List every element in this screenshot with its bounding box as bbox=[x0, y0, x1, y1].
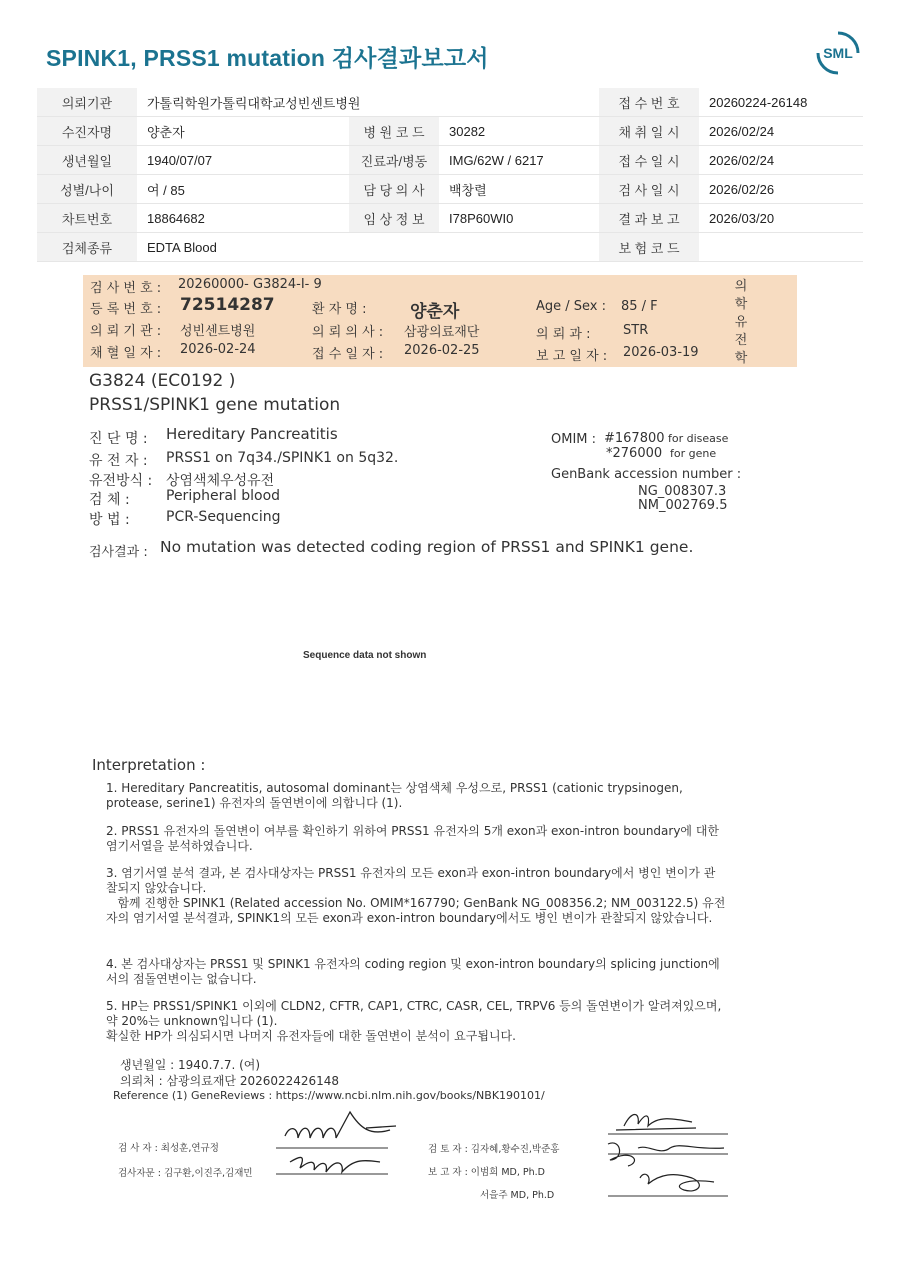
header-value: 가톨릭학원가톨릭대학교성빈센트병원 bbox=[137, 88, 599, 117]
band-patient: 양춘자 bbox=[410, 302, 460, 322]
header-value: 2026/03/20 bbox=[699, 204, 863, 233]
interp-item-3b: 함께 진행한 SPINK1 (Related accession No. OMIM*167790; GenBank NG_008356.2; NM_003122.5) 유전자의 염기서열 분석결과, SPINK1의 모든 exon과 exon-intron boundary에서도 병인 변이가 관찰되지 않았습니다. bbox=[106, 896, 726, 925]
header-value: 2026/02/24 bbox=[699, 146, 863, 175]
header-label: 의뢰기관 bbox=[37, 88, 137, 117]
band-label: 의 뢰 기 관 : bbox=[90, 324, 162, 339]
header-label: 접 수 일 시 bbox=[599, 146, 699, 175]
header-label: 검 사 일 시 bbox=[599, 175, 699, 204]
tester-advisor: 검사자문 : 김구환,이진주,김재민 bbox=[118, 1168, 253, 1179]
omim-label: OMIM : bbox=[551, 432, 597, 447]
referrer: 의뢰처 : 삼광의료재단 2026022426148 bbox=[120, 1074, 340, 1088]
band-org: 성빈센트병원 bbox=[180, 324, 256, 339]
interp-item-1: 1. Hereditary Pancreatitis, autosomal dominant는 상염색체 우성으로, PRSS1 (cationic trypsinogen, protease, serine1) 유전자의 돌연변이에 의합니다 (1). bbox=[106, 781, 683, 810]
reporter: 보 고 자 : 이범희 MD, Ph.D bbox=[428, 1167, 545, 1178]
band-dept: STR bbox=[623, 323, 649, 338]
birth-date: 생년월일 : 1940.7.7. (여) bbox=[120, 1058, 261, 1072]
header-label: 진료과/병동 bbox=[349, 146, 439, 175]
interp-item-4: 4. 본 검사대상자는 PRSS1 및 SPINK1 유전자의 coding region 및 exon-intron boundary의 splicing junction에서의 점돌연변이는 없습니다. bbox=[106, 957, 720, 986]
reporter-2: 서을주 MD, Ph.D bbox=[480, 1190, 555, 1201]
band-agesex: 85 / F bbox=[621, 299, 658, 314]
diagnosis-label: 진 단 명 : bbox=[89, 431, 148, 447]
band-label: 검 사 번 호 : bbox=[90, 281, 162, 296]
dept-vertical-label bbox=[733, 278, 749, 368]
band-label: 의 뢰 과 : bbox=[536, 327, 591, 342]
header-label: 임 상 정 보 bbox=[349, 204, 439, 233]
method-label: 방 법 : bbox=[89, 512, 130, 528]
inheritance-value: 상염색체우성유전 bbox=[166, 473, 275, 489]
interpretation-title: Interpretation : bbox=[92, 756, 206, 774]
header-value bbox=[699, 233, 863, 262]
header-label: 성별/나이 bbox=[37, 175, 137, 204]
band-label: 보 고 일 자 : bbox=[536, 349, 608, 364]
band-report-date: 2026-03-19 bbox=[623, 345, 699, 360]
header-value: 1940/07/07 bbox=[137, 146, 349, 175]
tester-signature bbox=[270, 1106, 410, 1190]
band-reg-no: 72514287 bbox=[180, 295, 275, 315]
header-value: 백창렬 bbox=[439, 175, 599, 204]
vertical-char: 유 bbox=[734, 315, 748, 330]
logo-text: SML bbox=[823, 45, 853, 61]
gene-label: 유 전 자 : bbox=[89, 453, 148, 469]
reference: Reference (1) GeneReviews : https://www.ncbi.nlm.nih.gov/books/NBK190101/ bbox=[113, 1089, 545, 1102]
omim-gene-note: for gene bbox=[670, 447, 717, 460]
band-label: 채 혈 일 자 : bbox=[90, 346, 162, 361]
header-label: 보 험 코 드 bbox=[599, 233, 699, 262]
header-label: 결 과 보 고 bbox=[599, 204, 699, 233]
header-value: 2026/02/26 bbox=[699, 175, 863, 204]
genbank-label: GenBank accession number : bbox=[551, 467, 742, 482]
header-label: 병 원 코 드 bbox=[349, 117, 439, 146]
header-value: 18864682 bbox=[137, 204, 349, 233]
vertical-char: 학 bbox=[734, 351, 748, 366]
band-label: Age / Sex : bbox=[536, 299, 607, 314]
genbank-nm: NM_002769.5 bbox=[638, 498, 728, 513]
vertical-char: 학 bbox=[734, 297, 748, 312]
interp-item-2: 2. PRSS1 유전자의 돌연변이 여부를 확인하기 위하여 PRSS1 유전자의 5개 exon과 exon-intron boundary에 대한 염기서열을 분석하였습니다. bbox=[106, 824, 720, 853]
band-label: 의 뢰 의 사 : bbox=[312, 325, 384, 340]
result-label: 검사결과 : bbox=[89, 545, 148, 560]
header-label: 담 당 의 사 bbox=[349, 175, 439, 204]
reviewer-signature bbox=[588, 1104, 733, 1200]
band-test-no: 20260000- G3824-I- 9 bbox=[178, 277, 322, 292]
sml-logo bbox=[815, 30, 861, 76]
omim-disease: #167800 bbox=[604, 431, 665, 446]
specimen-label: 검 체 : bbox=[89, 492, 130, 508]
band-draw-date: 2026-02-24 bbox=[180, 342, 256, 357]
header-value: 30282 bbox=[439, 117, 599, 146]
band-label: 등 록 번 호 : bbox=[90, 302, 162, 317]
band-recv-date: 2026-02-25 bbox=[404, 343, 480, 358]
header-label: 검체종류 bbox=[37, 233, 137, 262]
header-label: 채 취 일 시 bbox=[599, 117, 699, 146]
band-label: 환 자 명 : bbox=[312, 302, 367, 317]
gene-value: PRSS1 on 7q34./SPINK1 on 5q32. bbox=[166, 450, 399, 466]
specimen-value: Peripheral blood bbox=[166, 488, 281, 504]
header-label: 수진자명 bbox=[37, 117, 137, 146]
header-value: EDTA Blood bbox=[137, 233, 599, 262]
vertical-char: 의 bbox=[734, 279, 748, 294]
test-name: PRSS1/SPINK1 gene mutation bbox=[89, 395, 341, 415]
tester: 검 사 자 : 최성훈,연규정 bbox=[118, 1143, 219, 1154]
header-label: 생년월일 bbox=[37, 146, 137, 175]
header-value: 여 / 85 bbox=[137, 175, 349, 204]
header-value: 양춘자 bbox=[137, 117, 349, 146]
test-code: G3824 (EC0192 ) bbox=[89, 371, 236, 391]
interp-item-5: 5. HP는 PRSS1/SPINK1 이외에 CLDN2, CFTR, CAP1, CTRC, CASR, CEL, TRPV6 등의 돌연변이가 알려져있으며, 약 20%는 unknown입니다 (1). bbox=[106, 999, 722, 1028]
omim-disease-note: for disease bbox=[668, 432, 729, 445]
page-title: SPINK1, PRSS1 mutation 검사결과보고서 bbox=[46, 45, 489, 71]
header-value: I78P60WI0 bbox=[439, 204, 599, 233]
result-text: No mutation was detected coding region of PRSS1 and SPINK1 gene. bbox=[160, 538, 694, 556]
header-label: 차트번호 bbox=[37, 204, 137, 233]
header-label: 접 수 번 호 bbox=[599, 88, 699, 117]
header-info-table bbox=[37, 88, 863, 262]
inheritance-label: 유전방식 : bbox=[89, 473, 153, 489]
interp-item-3: 3. 염기서열 분석 결과, 본 검사대상자는 PRSS1 유전자의 모든 exon과 exon-intron boundary에서 병인 변이가 관찰되지 않았습니다. bbox=[106, 866, 716, 895]
header-value: 2026/02/24 bbox=[699, 117, 863, 146]
genbank-ng: NG_008307.3 bbox=[638, 484, 727, 499]
method-value: PCR-Sequencing bbox=[166, 509, 281, 525]
band-label: 접 수 일 자 : bbox=[312, 347, 384, 362]
reviewer: 검 토 자 : 김자혜,황수진,박준홍 bbox=[428, 1144, 560, 1155]
diagnosis-value: Hereditary Pancreatitis bbox=[166, 425, 338, 443]
header-value: 20260224-26148 bbox=[699, 88, 863, 117]
interp-item-6: 확실한 HP가 의심되시면 나머지 유전자들에 대한 돌연변이 분석이 요구됩니다. bbox=[106, 1029, 516, 1043]
header-value: IMG/62W / 6217 bbox=[439, 146, 599, 175]
omim-gene: *276000 bbox=[606, 446, 663, 461]
sequence-note: Sequence data not shown bbox=[303, 650, 427, 661]
band-requester: 삼광의료재단 bbox=[404, 325, 480, 340]
vertical-char: 전 bbox=[734, 333, 748, 348]
